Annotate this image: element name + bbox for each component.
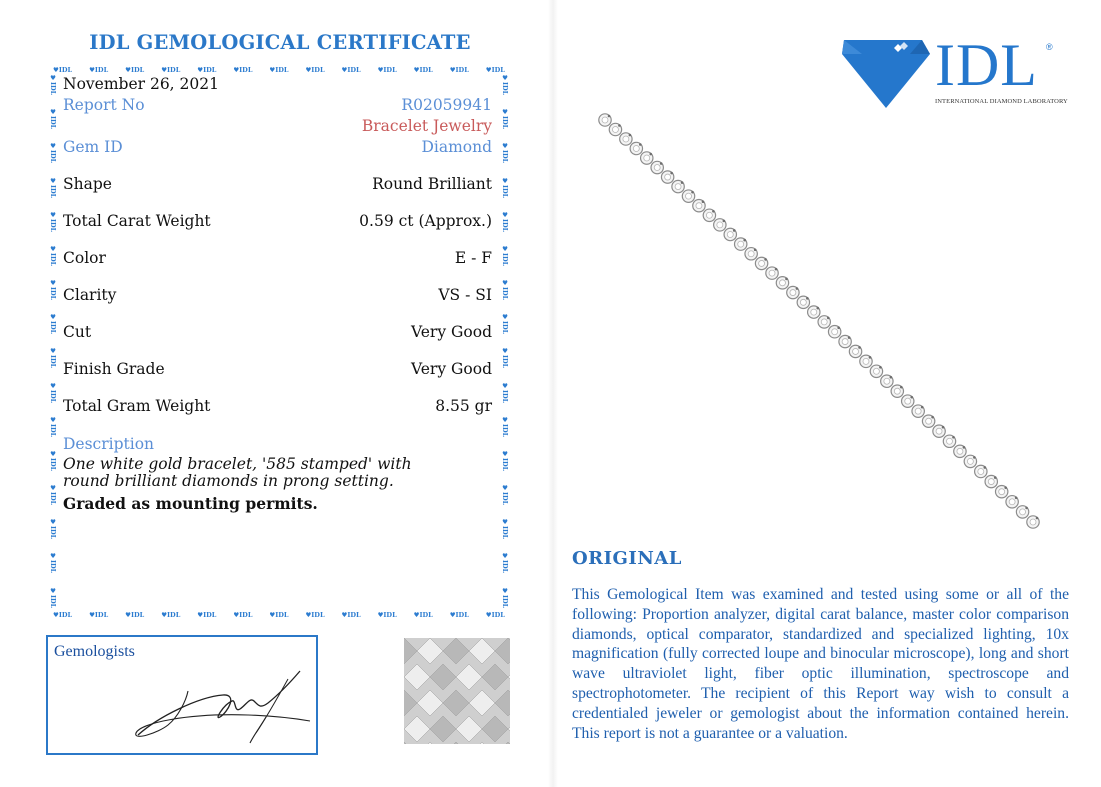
gem-id-value: Diamond — [421, 138, 492, 156]
border-idl-mark: ♥IDL — [49, 347, 57, 369]
property-row — [63, 212, 492, 230]
border-idl-mark: ♥IDL — [485, 66, 505, 74]
property-value: E - F — [454, 249, 492, 267]
border-idl-mark: ♥IDL — [501, 176, 509, 198]
border-idl-mark: ♥IDL — [53, 66, 73, 74]
property-value: Very Good — [410, 323, 492, 341]
border-idl-mark: ♥IDL — [49, 279, 57, 301]
bracelet-diamond — [755, 257, 767, 269]
border-idl-mark: ♥IDL — [305, 611, 325, 619]
border-idl-mark: ♥IDL — [449, 66, 469, 74]
border-idl-mark: ♥IDL — [49, 381, 57, 403]
bracelet-diamond — [1006, 496, 1018, 508]
border-idl-mark: ♥IDL — [125, 66, 145, 74]
border-idl-mark: ♥IDL — [89, 611, 109, 619]
description-line: One white gold bracelet, '585 stamped' with — [63, 455, 412, 473]
bracelet-diamond — [828, 326, 840, 338]
border-idl-mark: ♥IDL — [125, 611, 145, 619]
bracelet-diamond — [661, 171, 673, 183]
bracelet-diamond — [599, 114, 611, 126]
report-date: November 26, 2021 — [63, 75, 219, 93]
grading-note: Graded as mounting permits. — [63, 494, 318, 513]
report-number-label: Report No — [63, 96, 145, 114]
border-idl-mark: ♥IDL — [49, 210, 57, 232]
border-idl-mark: ♥IDL — [377, 66, 397, 74]
bracelet-diamond — [672, 180, 684, 192]
border-idl-mark: ♥IDL — [501, 586, 509, 608]
property-label: Color — [63, 249, 106, 267]
gemologists-label: Gemologists — [54, 643, 135, 660]
property-label: Total Carat Weight — [63, 212, 211, 230]
border-idl-mark: ♥IDL — [89, 66, 109, 74]
border-idl-mark: ♥IDL — [49, 415, 57, 437]
border-idl-mark: ♥IDL — [377, 611, 397, 619]
border-idl-mark: ♥IDL — [161, 611, 181, 619]
bracelet-diamond — [1027, 516, 1039, 528]
border-idl-mark: ♥IDL — [161, 66, 181, 74]
bracelet-diamond — [797, 296, 809, 308]
border-idl-mark: ♥IDL — [501, 552, 509, 574]
bracelet-diamond — [620, 133, 632, 145]
bracelet-diamond — [651, 161, 663, 173]
bracelet-diamond — [870, 365, 882, 377]
bracelet-diamond — [995, 485, 1007, 497]
bracelet-diamond — [954, 445, 966, 457]
bracelet-diamond — [735, 238, 747, 250]
border-idl-mark: ♥IDL — [501, 244, 509, 267]
border-idl-mark: ♥IDL — [233, 66, 253, 74]
page-fold — [548, 0, 558, 787]
gemologist-signature — [128, 657, 318, 752]
border-idl-mark: ♥IDL — [49, 313, 57, 335]
border-idl-mark: ♥IDL — [49, 449, 57, 472]
gem-id-row — [63, 138, 492, 156]
property-row — [63, 175, 492, 193]
property-value: 8.55 gr — [435, 397, 492, 415]
border-idl-mark: ♥IDL — [341, 66, 361, 74]
property-row — [63, 323, 492, 341]
property-value: 0.59 ct (Approx.) — [359, 212, 492, 230]
border-idl-mark: ♥IDL — [501, 279, 509, 301]
property-label: Cut — [63, 323, 92, 341]
border-idl-mark: ♥IDL — [49, 142, 57, 164]
description-text — [63, 456, 492, 490]
registered-mark: ® — [1046, 42, 1053, 52]
bracelet-photo — [595, 112, 1045, 532]
border-idl-mark: ♥IDL — [449, 611, 469, 619]
border-idl-mark: ♥IDL — [49, 108, 57, 130]
bracelet-diamond — [912, 405, 924, 417]
bracelet-diamond — [975, 465, 987, 477]
logo-wordmark: IDL — [935, 32, 1038, 98]
bracelet-diamond — [922, 415, 934, 427]
border-idl-mark: ♥IDL — [501, 108, 509, 130]
border-idl-mark: ♥IDL — [501, 313, 509, 335]
bracelet-diamond — [745, 248, 757, 260]
border-strip-bottom — [53, 609, 505, 621]
bracelet-diamond — [693, 199, 705, 211]
border-idl-mark: ♥IDL — [501, 415, 509, 437]
bracelet-diamond — [902, 395, 914, 407]
bracelet-diamond — [933, 425, 945, 437]
border-idl-mark: ♥IDL — [233, 611, 253, 619]
bracelet-diamond — [609, 123, 621, 135]
bracelet-diamond — [724, 228, 736, 240]
gemologists-box — [46, 635, 318, 755]
border-idl-mark: ♥IDL — [501, 449, 509, 472]
border-idl-mark: ♥IDL — [49, 552, 57, 574]
bracelet-diamond — [891, 385, 903, 397]
border-idl-mark: ♥IDL — [501, 518, 509, 540]
bracelet-diamond — [766, 267, 778, 279]
original-heading: ORIGINAL — [572, 548, 682, 569]
border-idl-mark: ♥IDL — [49, 586, 57, 608]
border-idl-mark: ♥IDL — [49, 518, 57, 540]
bracelet-diamond — [641, 152, 653, 164]
property-row — [63, 249, 492, 267]
bracelet-diamond — [985, 475, 997, 487]
border-idl-mark: ♥IDL — [49, 244, 57, 267]
hologram-seal — [404, 638, 510, 744]
property-label: Finish Grade — [63, 360, 165, 378]
border-idl-mark: ♥IDL — [501, 484, 509, 506]
border-idl-mark: ♥IDL — [413, 66, 433, 74]
item-type: Bracelet Jewelry — [361, 117, 492, 135]
report-row — [63, 96, 492, 114]
border-idl-mark: ♥IDL — [269, 611, 289, 619]
border-idl-mark: ♥IDL — [413, 611, 433, 619]
bracelet-diamond — [714, 219, 726, 231]
property-row — [63, 397, 492, 415]
bracelet-diamond — [787, 286, 799, 298]
testing-disclaimer: This Gemological Item was examined and tested using some or all of the following: Proportion analyzer, digital carat balance, master color comparison diamonds, optical comparator, standardized and specialized lighting, 10x magnification (fully corrected loupe and binocular microscope), long and short wave ultraviolet light, fiber optic illumination, spectroscope and spectrophotometer. The recipient of this Report way wish to consult a credentialed jeweler or gemologist about the information contained herein. This report is not a guarantee or a valuation. — [572, 586, 1069, 742]
border-idl-mark: ♥IDL — [197, 611, 217, 619]
date-row — [63, 75, 492, 93]
border-idl-mark: ♥IDL — [49, 74, 57, 96]
bracelet-diamond — [839, 335, 851, 347]
property-value: VS - SI — [438, 286, 492, 304]
border-idl-mark: ♥IDL — [49, 176, 57, 198]
bracelet-diamond — [881, 375, 893, 387]
report-number-value: R02059941 — [401, 96, 492, 114]
bracelet-diamond — [682, 190, 694, 202]
border-idl-mark: ♥IDL — [341, 611, 361, 619]
border-idl-mark: ♥IDL — [305, 66, 325, 74]
property-label: Shape — [63, 175, 112, 193]
description-line: round brilliant diamonds in prong setting. — [63, 472, 394, 490]
border-idl-mark: ♥IDL — [501, 142, 509, 164]
bracelet-diamond — [808, 306, 820, 318]
logo-subtitle: INTERNATIONAL DIAMOND LABORATORY — [935, 98, 1068, 105]
border-idl-mark: ♥IDL — [485, 611, 505, 619]
bracelet-diamond — [776, 277, 788, 289]
border-idl-mark: ♥IDL — [269, 66, 289, 74]
border-strip-left — [47, 74, 59, 608]
border-strip-right — [499, 74, 511, 608]
description-label: Description — [63, 435, 155, 453]
border-idl-mark: ♥IDL — [501, 347, 509, 369]
bracelet-diamond — [849, 345, 861, 357]
border-idl-mark: ♥IDL — [49, 484, 57, 506]
bracelet-diamond — [860, 355, 872, 367]
border-idl-mark: ♥IDL — [53, 611, 73, 619]
property-row — [63, 360, 492, 378]
property-value: Round Brilliant — [372, 175, 492, 193]
border-idl-mark: ♥IDL — [501, 210, 509, 232]
border-idl-mark: ♥IDL — [197, 66, 217, 74]
property-value: Very Good — [410, 360, 492, 378]
bracelet-diamond — [964, 455, 976, 467]
bracelet-diamond — [1016, 506, 1028, 518]
item-type-row — [63, 117, 492, 135]
border-idl-mark: ♥IDL — [501, 74, 509, 96]
bracelet-diamond — [630, 142, 642, 154]
bracelet-diamond — [943, 435, 955, 447]
bracelet-diamond — [818, 316, 830, 328]
border-idl-mark: ♥IDL — [501, 381, 509, 403]
bracelet-diamond — [703, 209, 715, 221]
property-label: Clarity — [63, 286, 117, 304]
property-row — [63, 286, 492, 304]
certificate-title: IDL GEMOLOGICAL CERTIFICATE — [89, 31, 471, 54]
property-label: Total Gram Weight — [63, 397, 211, 415]
gem-id-label: Gem ID — [63, 138, 123, 156]
